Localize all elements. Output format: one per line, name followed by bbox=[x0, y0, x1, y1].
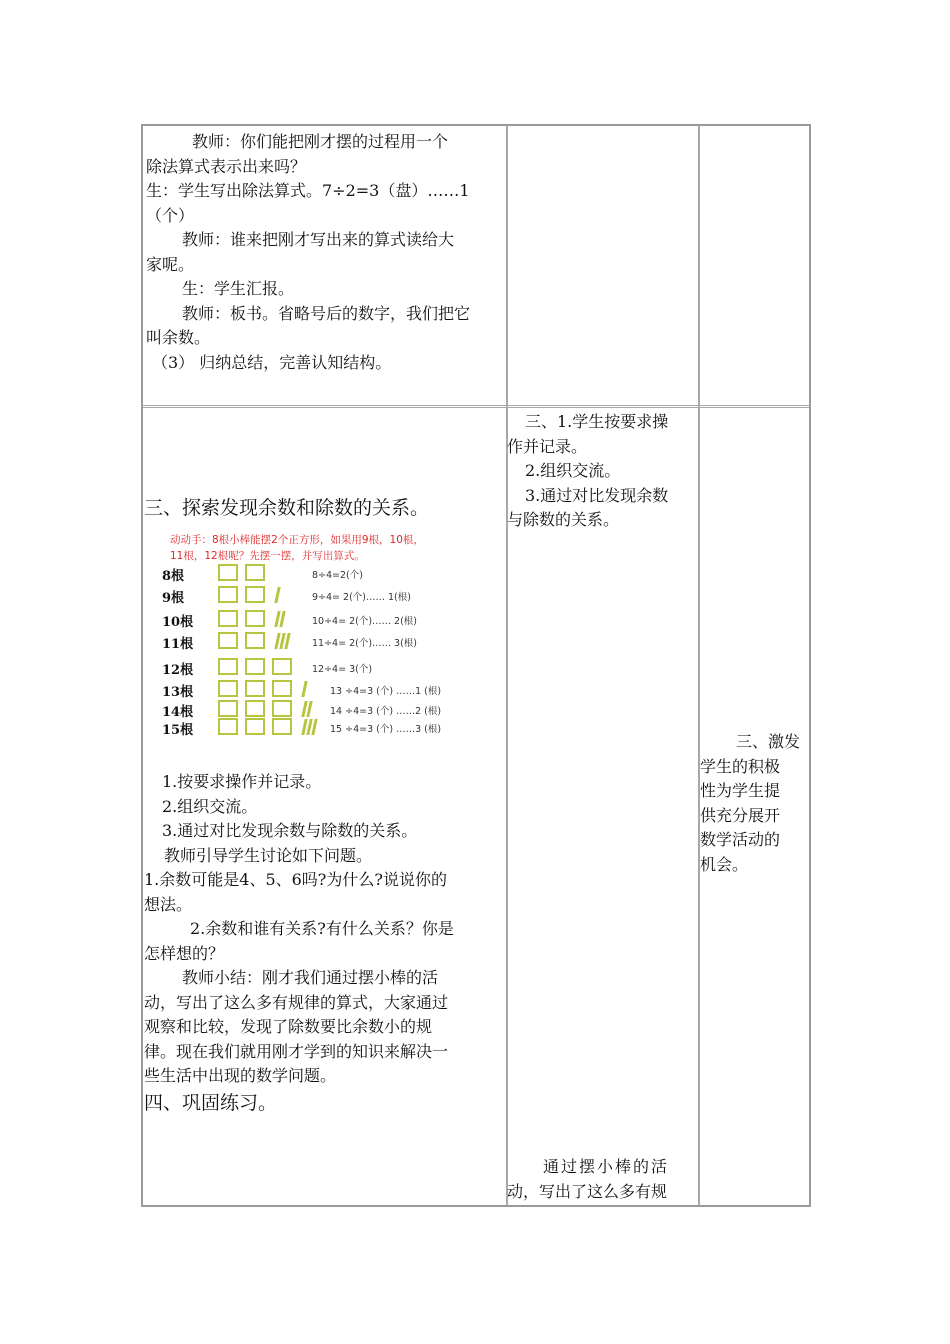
division-equation: 10÷4= 2(个)…… 2(根) bbox=[312, 616, 418, 627]
row-label: 8根 bbox=[162, 569, 185, 584]
text-line: （3） 归纳总结，完善认知结构。 bbox=[152, 352, 392, 372]
text-line: 2.余数和谁有关系?有什么关系？你是 bbox=[190, 919, 454, 938]
text-line: 教师：板书。省略号后的数字，我们把它 bbox=[182, 303, 471, 323]
square-shape bbox=[245, 658, 265, 675]
square-shape bbox=[245, 680, 265, 697]
square-shape bbox=[218, 680, 238, 697]
square-shape bbox=[272, 680, 292, 697]
text-line: 动，写出了这么多有规律的算式，大家通过 bbox=[144, 992, 449, 1012]
stick-shape bbox=[306, 701, 312, 717]
section-3-heading-cell bbox=[144, 494, 504, 522]
figure-instruction: 动动手：8根小棒能摆2个正方形，如果用9根，10根， bbox=[170, 534, 424, 546]
square-shape bbox=[245, 564, 265, 581]
col1-bottom-cell bbox=[144, 770, 506, 1117]
text-line: 供充分展开 bbox=[700, 805, 781, 825]
division-equation: 11÷4= 2(个)…… 3(根) bbox=[312, 638, 418, 649]
sticks-figure bbox=[162, 532, 492, 742]
row-label: 9根 bbox=[162, 591, 185, 606]
col2-bottom-cell bbox=[507, 1155, 699, 1204]
square-shape bbox=[218, 610, 238, 627]
square-shape bbox=[245, 586, 265, 603]
text-line: 作并记录。 bbox=[507, 436, 588, 456]
text-line: 教师：你们能把刚才摆的过程用一个 bbox=[192, 132, 449, 151]
stick-shape bbox=[274, 587, 280, 603]
square-shape bbox=[218, 632, 238, 649]
text-line: 教师：谁来把刚才写出来的算式读给大 bbox=[182, 230, 455, 249]
division-equation: 15 ÷4=3 (个) ……3 (根) bbox=[330, 724, 442, 735]
row-label: 15根 bbox=[162, 723, 194, 738]
section-heading: 四、巩固练习。 bbox=[144, 1091, 278, 1114]
square-shape bbox=[272, 700, 292, 717]
text-line: 学生的积极 bbox=[700, 756, 781, 776]
row-label: 10根 bbox=[162, 615, 194, 630]
text-line: 通过摆小棒的活 bbox=[543, 1157, 670, 1176]
square-shape bbox=[218, 658, 238, 675]
text-line: 教师引导学生讨论如下问题。 bbox=[164, 845, 373, 865]
text-line: 些生活中出现的数学问题。 bbox=[144, 1066, 337, 1085]
text-line: 观察和比较，发现了除数要比余数小的规 bbox=[144, 1017, 433, 1036]
text-line: （个） bbox=[146, 205, 195, 225]
text-line: 想法。 bbox=[144, 894, 193, 914]
text-line: 2.组织交流。 bbox=[162, 796, 258, 816]
text-line: 生：学生汇报。 bbox=[182, 279, 295, 298]
row-divider bbox=[143, 405, 809, 408]
square-shape bbox=[245, 718, 265, 735]
stick-shape bbox=[279, 611, 285, 627]
text-line: 怎样想的？ bbox=[144, 943, 225, 963]
square-shape bbox=[272, 658, 292, 675]
text-line: 与除数的关系。 bbox=[507, 510, 620, 529]
text-line: 1.余数可能是4、5、6吗?为什么?说说你的 bbox=[144, 870, 447, 889]
text-line: 律。现在我们就用刚才学到的知识来解决一 bbox=[144, 1041, 449, 1061]
division-equation: 9÷4= 2(个)…… 1(根) bbox=[312, 592, 411, 603]
text-line: 教师小结：刚才我们通过摆小棒的活 bbox=[182, 968, 439, 987]
text-line: 家呢。 bbox=[146, 254, 195, 274]
stick-shape bbox=[284, 633, 290, 649]
square-shape bbox=[218, 718, 238, 735]
column-divider-2 bbox=[698, 126, 700, 1205]
col3-cell bbox=[700, 730, 812, 877]
stick-shape bbox=[301, 681, 307, 697]
text-line: 三、1.学生按要求操 bbox=[525, 412, 669, 431]
text-line: 叫余数。 bbox=[146, 328, 211, 347]
col2-mid-cell bbox=[507, 410, 699, 533]
text-line: 除法算式表示出来吗？ bbox=[146, 156, 307, 176]
text-line: 1.按要求操作并记录。 bbox=[162, 772, 322, 791]
square-shape bbox=[218, 586, 238, 603]
section-heading: 三、探索发现余数和除数的关系。 bbox=[144, 497, 430, 519]
text-line: 数学活动的 bbox=[700, 830, 781, 849]
row-label: 11根 bbox=[162, 637, 194, 652]
square-shape bbox=[218, 564, 238, 581]
text-line: 三、激发 bbox=[736, 732, 801, 751]
row-label: 13根 bbox=[162, 685, 194, 700]
square-shape bbox=[245, 700, 265, 717]
col1-top-cell bbox=[146, 130, 506, 375]
square-shape bbox=[245, 632, 265, 649]
text-line: 性为学生提 bbox=[700, 781, 781, 800]
square-shape bbox=[272, 718, 292, 735]
text-line: 2.组织交流。 bbox=[525, 461, 621, 480]
division-equation: 14 ÷4=3 (个) ……2 (根) bbox=[330, 706, 442, 717]
text-line: 动，写出了这么多有规 bbox=[507, 1181, 668, 1201]
division-equation: 13 ÷4=3 (个) ……1 (根) bbox=[330, 686, 442, 697]
division-equation: 12÷4= 3(个) bbox=[312, 664, 373, 675]
figure-instruction: 11根，12根呢？先摆一摆，并写出算式。 bbox=[170, 550, 365, 562]
text-line: 生：学生写出除法算式。7÷2=3（盘）……1 bbox=[146, 181, 470, 200]
text-line: 3.通过对比发现余数与除数的关系。 bbox=[162, 821, 418, 840]
square-shape bbox=[218, 700, 238, 717]
stick-shape bbox=[311, 719, 317, 735]
square-shape bbox=[245, 610, 265, 627]
row-label: 14根 bbox=[162, 705, 194, 720]
division-equation: 8÷4=2(个) bbox=[312, 570, 363, 581]
text-line: 3.通过对比发现余数 bbox=[525, 485, 669, 505]
text-line: 机会。 bbox=[700, 854, 749, 874]
column-divider-1 bbox=[506, 126, 508, 1205]
row-label: 12根 bbox=[162, 663, 194, 678]
